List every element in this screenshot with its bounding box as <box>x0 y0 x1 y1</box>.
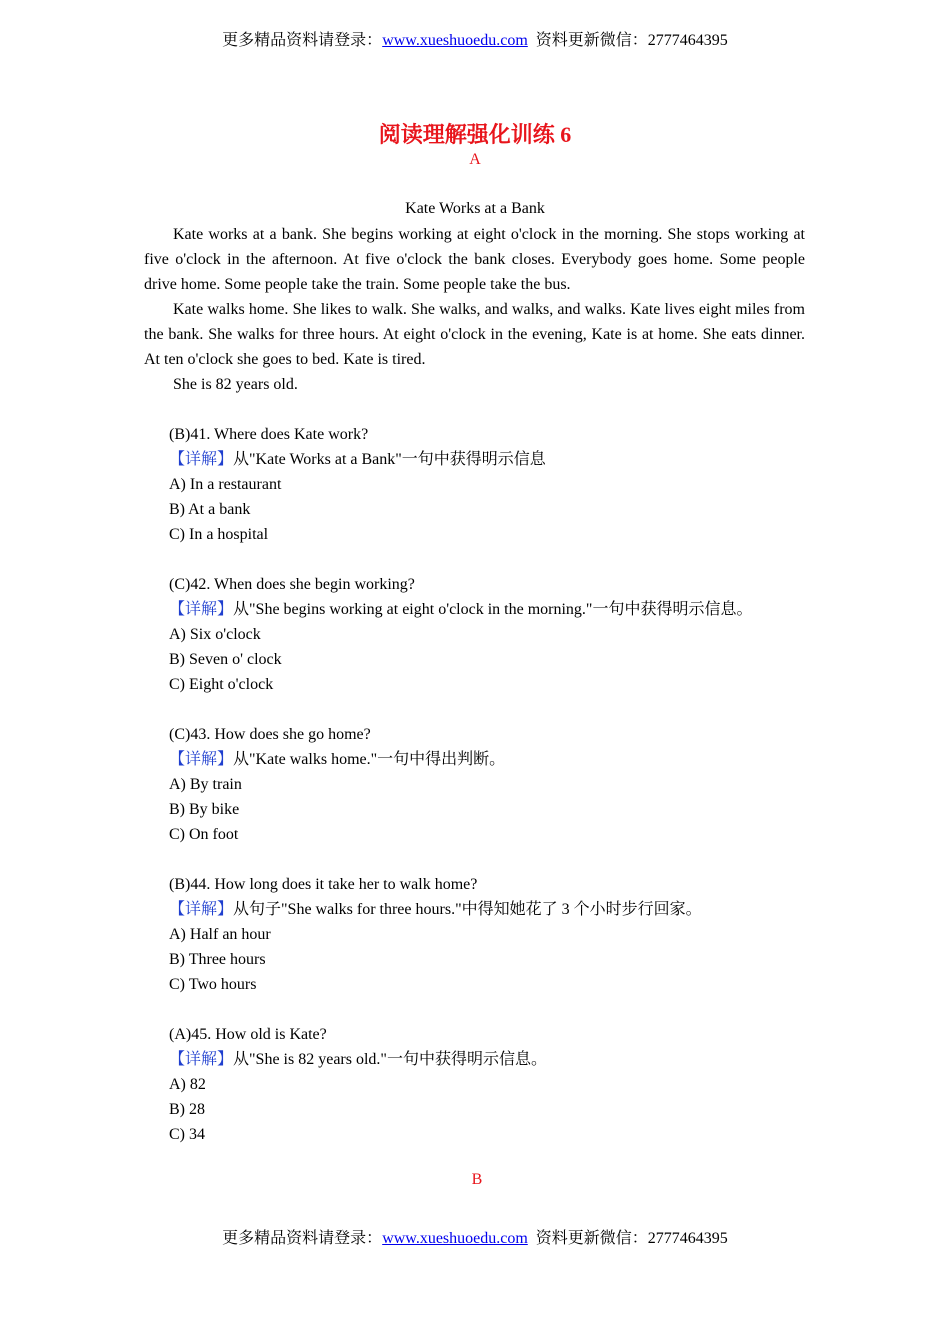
answer-option: C) In a hospital <box>169 526 269 543</box>
page-footer <box>0 1229 950 1249</box>
answer-option: C) 34 <box>169 1126 205 1143</box>
answer-option: B) By bike <box>169 801 240 818</box>
explain-text: 从"Kate Works at a Bank"一句中获得明示信息 <box>233 451 546 468</box>
answer-option: B) At a bank <box>169 501 251 518</box>
question-block <box>169 572 809 697</box>
header-suffix: 资料更新微信：2777464395 <box>535 32 728 49</box>
question-explanation <box>169 447 809 472</box>
answer-option: B) 28 <box>169 1101 205 1118</box>
question-stem: (B)41. Where does Kate work? <box>169 426 369 443</box>
explain-text: 从"Kate walks home."一句中得出判断。 <box>233 751 506 768</box>
question-list <box>169 422 809 1172</box>
question-stem: (C)42. When does she begin working? <box>169 576 415 593</box>
passage-paragraph: Kate walks home. She likes to walk. She walks, and walks, and walks. Kate lives eight miles from the bank. She walks for three hours. At eight o'clock in the evening, Kate is at home. She eats dinner. At ten o'clock she goes to bed. Kate is tired. <box>144 301 805 368</box>
answer-option: A) Half an hour <box>169 926 271 943</box>
passage-title: Kate Works at a Bank <box>405 200 545 217</box>
passage-paragraph: Kate works at a bank. She begins working at eight o'clock in the morning. She stops working at five o'clock in the afternoon. At five o'clock the bank closes. Everybody goes home. Some people drive home. Some people take the train. Some people take the bus. <box>144 226 805 293</box>
explain-label: 【详解】 <box>169 601 234 618</box>
section-label-a: A <box>469 151 481 168</box>
question-block <box>169 1022 809 1147</box>
page-header <box>0 31 950 51</box>
explain-label: 【详解】 <box>169 451 234 468</box>
explain-text: 从"She is 82 years old."一句中获得明示信息。 <box>233 1051 547 1068</box>
footer-suffix: 资料更新微信：2777464395 <box>535 1230 728 1247</box>
question-explanation <box>169 597 809 622</box>
answer-option: A) 82 <box>169 1076 206 1093</box>
question-stem: (C)43. How does she go home? <box>169 726 371 743</box>
question-stem: (B)44. How long does it take her to walk home? <box>169 876 478 893</box>
section-label-b: B <box>471 1171 483 1188</box>
question-stem: (A)45. How old is Kate? <box>169 1026 327 1043</box>
answer-option: A) By train <box>169 776 242 793</box>
answer-option: C) Eight o'clock <box>169 676 274 693</box>
passage-paragraph: She is 82 years old. <box>173 376 298 393</box>
answer-option: C) On foot <box>169 826 239 843</box>
question-block <box>169 722 809 847</box>
document-title: 阅读理解强化训练 6 <box>378 122 572 147</box>
explain-label: 【详解】 <box>169 1051 234 1068</box>
question-explanation <box>169 897 809 922</box>
answer-option: B) Three hours <box>169 951 266 968</box>
header-link[interactable]: www.xueshuoedu.com <box>382 32 528 49</box>
explain-label: 【详解】 <box>169 751 234 768</box>
explain-text: 从句子"She walks for three hours."中得知她花了 3 个小时步行回家。 <box>233 901 702 918</box>
explain-text: 从"She begins working at eight o'clock in the morning."一句中获得明示信息。 <box>233 601 753 618</box>
footer-link[interactable]: www.xueshuoedu.com <box>382 1230 528 1247</box>
answer-option: B) Seven o' clock <box>169 651 282 668</box>
header-prefix: 更多精品资料请登录： <box>222 32 383 49</box>
answer-option: C) Two hours <box>169 976 257 993</box>
footer-prefix: 更多精品资料请登录： <box>222 1230 383 1247</box>
question-block <box>169 872 809 997</box>
question-block <box>169 422 809 547</box>
question-explanation <box>169 1047 809 1072</box>
explain-label: 【详解】 <box>169 901 234 918</box>
question-explanation <box>169 747 809 772</box>
answer-option: A) In a restaurant <box>169 476 282 493</box>
answer-option: A) Six o'clock <box>169 626 261 643</box>
passage-body <box>144 222 805 397</box>
